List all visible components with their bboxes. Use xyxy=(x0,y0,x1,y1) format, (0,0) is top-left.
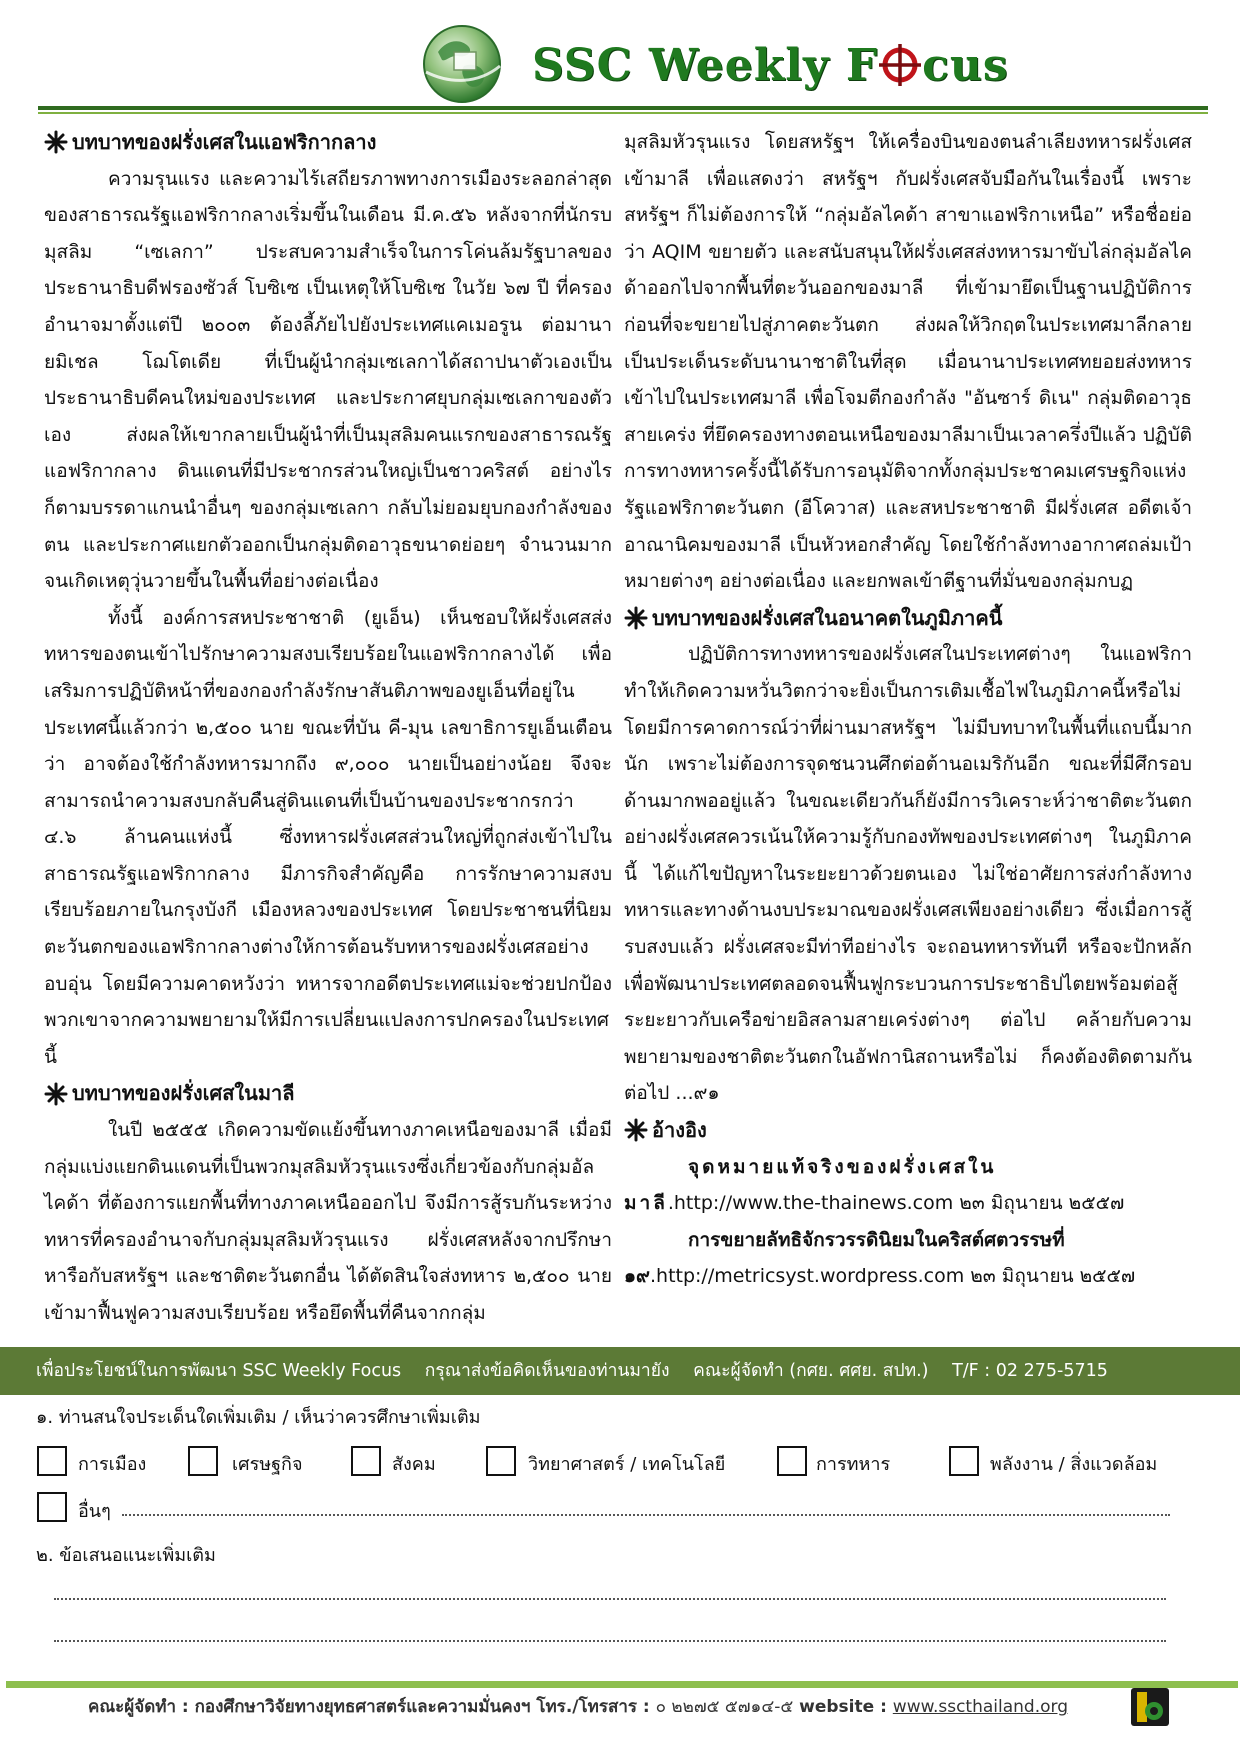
checkbox-science-technology[interactable] xyxy=(486,1446,516,1476)
footer-rule xyxy=(6,1681,1238,1688)
checkbox-label: การเมือง xyxy=(78,1454,147,1475)
asterisk-bullet-icon xyxy=(624,1118,648,1142)
body-paragraph: ความรุนแรง และความไร้เสถียรภาพทางการเมืองระลอกล่าสุดของสาธารณรัฐแอฟริกากลางเริ่มขึ้นในเดือน มี.ค.๕๖ หลังจากที่นักรบมุสลิม “เซเลกา” ประสบความสำเร็จในการโค่นล้มรัฐบาลของประธานาธิบดีฟรองซัวส์ โบซิเซ เป็นเหตุให้โบซิเซ ในวัย ๖๗ ปี ที่ครองอำนาจมาตั้งแต่ปี ๒๐๐๓ ต้องลี้ภัยไปยังประเทศแคเมอรูน ต่อมานายมิเชล โฌโตเดีย ที่เป็นผู้นำกลุ่มเซเลกาได้สถาปนาตัวเองเป็นประธานาธิบดีคนใหม่ของประเทศ และประกาศยุบกลุ่มเซเลกาของตัวเอง ส่งผลให้เขากลายเป็นผู้นำที่เป็นมุสลิมคนแรกของสาธารณรัฐแอฟริกากลาง ดินแดนที่มีประชากรส่วนใหญ่เป็นชาวคริสต์ อย่างไรก็ตามบรรดาแกนนำอื่นๆ ของกลุ่มเซเลกา กลับไม่ยอมยุบกองกำลังของตน และประกาศแยกตัวออกเป็นกลุ่มติดอาวุธขนาดย่อยๆ จำนวนมากจนเกิดเหตุวุ่นวายขึ้นในพื้นที่อย่างต่อเนื่อง xyxy=(44,167,612,593)
reference-item: การขยายลัทธิจักรวรรดินิยมในคริสต์ศตวรรษที่ ๑๙.http://metricsyst.wordpress.com ๒๓ มิถุนายน ๒๕๕๗ xyxy=(624,1228,1136,1288)
feedback-banner: เพื่อประโยชน์ในการพัฒนา SSC Weekly Focus กรุณาส่งข้อคิดเห็นของท่านมายัง คณะผู้จัดทำ (กศย. ศศย. สปท.) T/F : 02 275-5715 xyxy=(0,1347,1240,1395)
globe-logo-icon xyxy=(420,22,504,106)
section-heading: บทบาทของฝรั่งเศสในแอฟริกากลาง xyxy=(44,124,612,161)
left-column xyxy=(44,124,612,1332)
checkbox-society[interactable] xyxy=(351,1446,381,1476)
checkbox-label: วิทยาศาสตร์ / เทคโนโลยี xyxy=(528,1454,726,1475)
other-input-line[interactable] xyxy=(122,1514,1170,1516)
checkbox-other[interactable] xyxy=(37,1492,67,1522)
checkbox-politics[interactable] xyxy=(37,1446,67,1476)
crosshair-o-icon xyxy=(879,44,921,86)
checkbox-military[interactable] xyxy=(777,1446,807,1476)
question-1: ๑. ท่านสนใจประเด็นใดเพิ่มเติม / เห็นว่าควรศึกษาเพิ่มเติม xyxy=(36,1407,481,1428)
header-rule xyxy=(38,106,1208,110)
footer-info: คณะผู้จัดทำ : กองศึกษาวิจัยทางยุทธศาสตร์และความมั่นคงฯ โทร./โทรสาร : ๐ ๒๒๗๕ ๕๗๑๔-๕ website : www.sscthailand.org xyxy=(88,1697,1068,1717)
website-link[interactable]: www.sscthailand.org xyxy=(892,1697,1068,1717)
body-paragraph: ทั้งนี้ องค์การสหประชาชาติ (ยูเอ็น) เห็นชอบให้ฝรั่งเศสส่งทหารของตนเข้าไปรักษาความสงบเรียบร้อยในแอฟริกากลางได้ เพื่อเสริมการปฏิบัติหน้าที่ของกองกำลังรักษาสันติภาพของยูเอ็นที่อยู่ในประเทศนี้แล้วกว่า ๒,๕๐๐ นาย ขณะที่บัน คี-มุน เลขาธิการยูเอ็นเตือนว่า อาจต้องใช้กำลังทหารมากถึง ๙,๐๐๐ นายเป็นอย่างน้อย จึงจะสามารถนำความสงบกลับคืนสู่ดินแดนที่เป็นบ้านของประชากรกว่า ๔.๖ ล้านคนแห่งนี้ ซึ่งทหารฝรั่งเศสส่วนใหญ่ที่ถูกส่งเข้าไปในสาธารณรัฐแอฟริกากลาง มีภารกิจสำคัญคือ การรักษาความสงบเรียบร้อยภายในกรุงบังกี เมืองหลวงของประเทศ โดยประชาชนที่นิยมตะวันตกของแอฟริกากลางต่างให้การต้อนรับทหารของฝรั่งเศสอย่างอบอุ่น โดยมีความคาดหวังว่า ทหารจากอดีตประเทศแม่จะช่วยปกป้องพวกเขาจากความพยายามให้มีการเปลี่ยนแปลงการปกครองในประเทศนี้ xyxy=(44,606,612,1068)
body-paragraph: ปฏิบัติการทางทหารของฝรั่งเศสในประเทศต่างๆ ในแอฟริกาทำให้เกิดความหวั่นวิตกว่าจะยิ่งเป็นการเติมเชื้อไฟในภูมิภาคนี้หรือไม่ โดยมีการคาดการณ์ว่าที่ผ่านมาสหรัฐฯ ไม่มีบทบาทในพื้นที่แถบนี้มากนัก เพราะไม่ต้องการจุดชนวนศึกต่อต้านอเมริกันอีก ขณะที่มีศึกรอบด้านมากพออยู่แล้ว ในขณะเดียวกันก็ยังมีการวิเคราะห์ว่าชาติตะวันตกอย่างฝรั่งเศสควรเน้นให้ความรู้กับกองทัพของประเทศต่างๆ ในภูมิภาคนี้ ได้แก้ไขปัญหาในระยะยาวด้วยตนเอง ไม่ใช่อาศัยการส่งกำลังทางทหารและทางด้านงบประมาณของฝรั่งเศสเพียงอย่างเดียว ซึ่งเมื่อการสู้รบสงบแล้ว ฝรั่งเศสจะมีท่าทีอย่างไร จะถอนทหารทันที หรือจะปักหลักเพื่อพัฒนาประเทศตลอดจนฟื้นฟูกระบวนการประชาธิปไตยพร้อมต่อสู้ระยะยาวกับเครือข่ายอิสลามสายเคร่งต่างๆ ต่อไป คล้ายกับความพยายามของชาติตะวันตกในอัฟกานิสถานหรือไม่ ก็คงต้องติดตามกันต่อไป ...๙๑ xyxy=(624,643,1192,1105)
checkbox-label: พลังงาน / สิ่งแวดล้อม xyxy=(990,1454,1158,1475)
section-heading: อ้างอิง xyxy=(624,1112,1192,1149)
suggestion-input-line[interactable] xyxy=(54,1598,1166,1600)
checkbox-energy-environment[interactable] xyxy=(949,1446,979,1476)
suggestion-input-line[interactable] xyxy=(54,1640,1166,1642)
header-rule-light xyxy=(38,112,1208,114)
checkbox-label: สังคม xyxy=(392,1454,436,1475)
reference-item: จุดหมายแท้จริงของฝรั่งเศสในมาลี.http://www.the-thainews.com ๒๓ มิถุนายน ๒๕๕๗ xyxy=(624,1155,1125,1215)
checkbox-label: อื่นๆ xyxy=(78,1501,111,1522)
page-header xyxy=(0,0,1240,112)
section-heading: บทบาทของฝรั่งเศสในมาลี xyxy=(44,1075,612,1112)
end-mark: ๙๑ xyxy=(693,1082,720,1105)
body-paragraph: ในปี ๒๕๕๕ เกิดความขัดแย้งขึ้นทางภาคเหนือของมาลี เมื่อมีกลุ่มแบ่งแยกดินแดนที่เป็นพวกมุสลิมหัวรุนแรงซึ่งเกี่ยวข้องกับกลุ่มอัลไคด้า ที่ต้องการแยกพื้นที่ทางภาคเหนือออกไป จึงมีการสู้รบกันระหว่างทหารที่ครองอำนาจกับกลุ่มมุสลิมหัวรุนแรง ฝรั่งเศสหลังจากปรึกษาหารือกับสหรัฐฯ และชาติตะวันตกอื่น ได้ตัดสินใจส่งทหาร ๒,๕๐๐ นาย เข้ามาฟื้นฟูความสงบเรียบร้อย หรือยึดพื้นที่คืนจากกลุ่ม xyxy=(44,1119,612,1324)
checkbox-label: เศรษฐกิจ xyxy=(232,1454,303,1475)
body-paragraph: มุสลิมหัวรุนแรง โดยสหรัฐฯ ให้เครื่องบินของตนลำเลียงทหารฝรั่งเศสเข้ามาลี เพื่อแสดงว่า สหรัฐฯ กับฝรั่งเศสจับมือกันในเรื่องนี้ เพราะสหรัฐฯ ก็ไม่ต้องการให้ “กลุ่มอัลไคด้า สาขาแอฟริกาเหนือ” หรือชื่อย่อว่า AQIM ขยายตัว และสนับสนุนให้ฝรั่งเศสส่งทหารมาขับไล่กลุ่มอัลไคด้าออกไปจากพื้นที่ตะวันออกของมาลี ที่เข้ามายึดเป็นฐานปฏิบัติการ ก่อนที่จะขยายไปสู่ภาคตะวันตก ส่งผลให้วิกฤตในประเทศมาลีกลายเป็นประเด็นระดับนานาชาติในที่สุด เมื่อนานาประเทศทยอยส่งทหารเข้าไปในประเทศมาลี เพื่อโจมตีกองกำลัง "อันซาร์ ดิเน" กลุ่มติดอาวุธสายเคร่ง ที่ยึดครองทางตอนเหนือของมาลีมาเป็นเวลาครึ่งปีแล้ว ปฏิบัติการทางทหารครั้งนี้ได้รับการอนุมัติจากทั้งกลุ่มประชาคมเศรษฐกิจแห่งรัฐแอฟริกาตะวันตก (อีโควาส) และสหประชาชาติ มีฝรั่งเศส อดีตเจ้าอาณานิคมของมาลี เป็นหัวหอกสำคัญ โดยใช้กำลังทางอากาศถล่มเป้าหมายต่างๆ อย่างต่อเนื่อง และยกพลเข้าตีฐานที่มั่นของกลุ่มกบฏ xyxy=(624,131,1192,593)
asterisk-bullet-icon xyxy=(44,1082,68,1106)
asterisk-bullet-icon xyxy=(44,130,68,154)
checkbox-label: การทหาร xyxy=(816,1454,891,1475)
ssc-logo-icon xyxy=(1130,1687,1170,1727)
question-2: ๒. ข้อเสนอแนะเพิ่มเติม xyxy=(36,1545,216,1566)
checkbox-economy[interactable] xyxy=(188,1446,218,1476)
newsletter-title: SSC Weekly F cus xyxy=(532,40,1009,91)
section-heading: บทบาทของฝรั่งเศสในอนาคตในภูมิภาคนี้ xyxy=(624,600,1192,637)
right-column xyxy=(624,124,1192,1295)
asterisk-bullet-icon xyxy=(624,606,648,630)
